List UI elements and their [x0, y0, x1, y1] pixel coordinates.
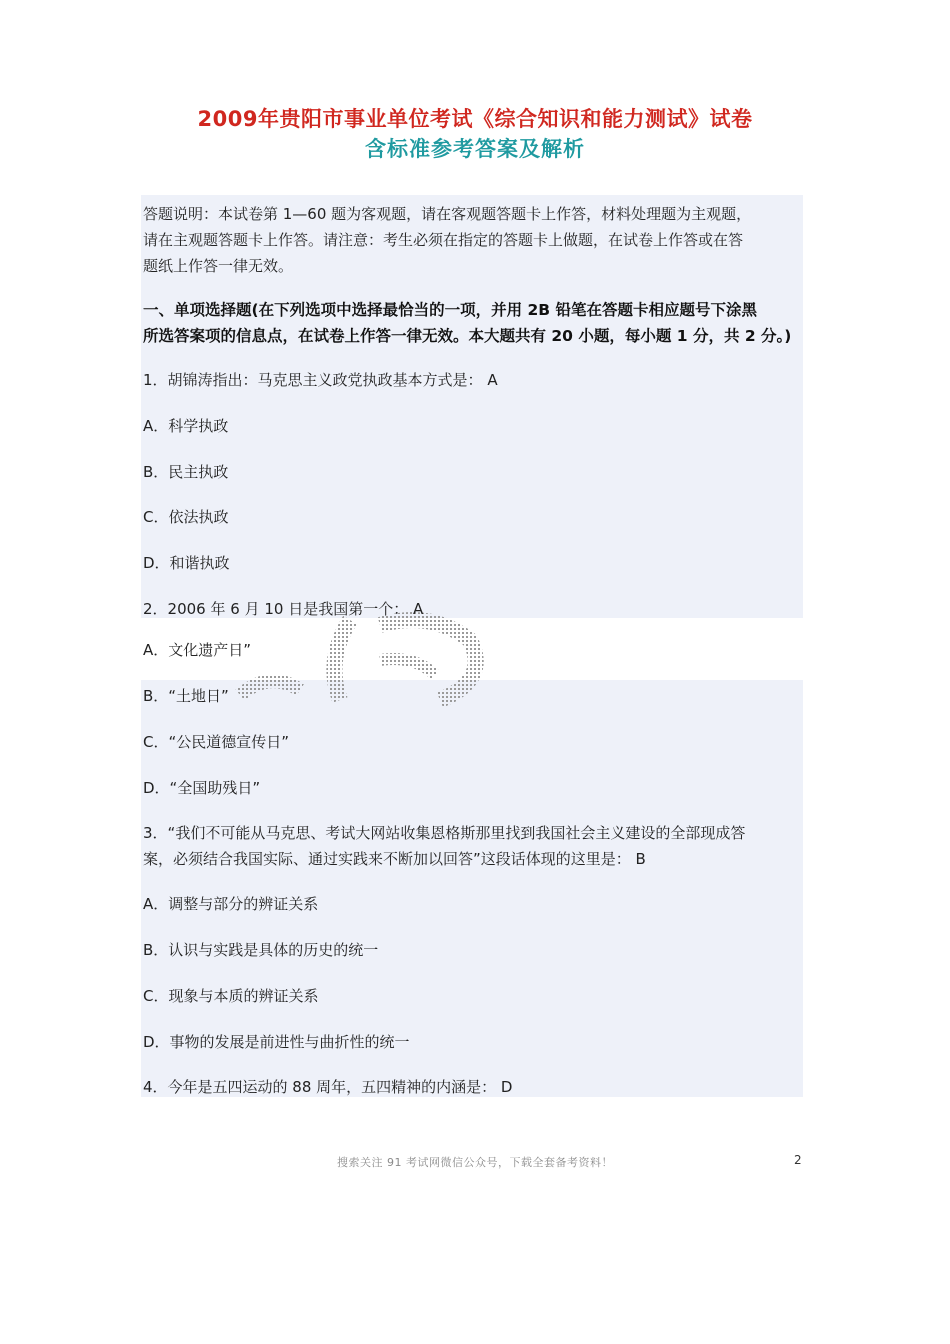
question-3-stem-line-1: 3．“我们不可能从马克思、考试大网站收集恩格斯那里找到我国社会主义建设的全部现成答: [143, 824, 746, 842]
question-2-option-a: A．文化遗产日”: [143, 641, 252, 659]
document-subtitle: 含标准参考答案及解析: [365, 137, 585, 161]
question-1-option-d: D．和谐执政: [143, 554, 230, 572]
question-2-option-c: C．“公民道德宣传日”: [143, 733, 290, 751]
document-title: 2009年贵阳市事业单位考试《综合知识和能力测试》试卷: [197, 107, 753, 131]
question-2-stem: 2．2006 年 6 月 10 日是我国第一个： A: [143, 600, 424, 618]
question-1-stem: 1．胡锦涛指出：马克思主义政党执政基本方式是： A: [143, 371, 498, 389]
question-3-option-a: A．调整与部分的辨证关系: [143, 895, 319, 913]
question-2-option-d: D．“全国助残日”: [143, 779, 261, 797]
instructions-line-2: 请在主观题答题卡上作答。请注意：考生必须在指定的答题卡上做题，在试卷上作答或在答: [143, 231, 744, 249]
section-heading-line-2: 所选答案项的信息点，在试卷上作答一律无效。本大题共有 20 小题，每小题 1 分，共 2 分。): [143, 327, 792, 345]
question-1-option-a: A．科学执政: [143, 417, 229, 435]
question-3-option-c: C．现象与本质的辨证关系: [143, 987, 319, 1005]
question-4-stem: 4．今年是五四运动的 88 周年，五四精神的内涵是： D: [143, 1078, 513, 1096]
page-number: 2: [794, 1153, 802, 1167]
question-1-option-c: C．依法执政: [143, 508, 229, 526]
footer-note: 搜索关注 91 考试网微信公众号，下载全套备考资料！: [337, 1156, 613, 1169]
question-3-option-d: D．事物的发展是前进性与曲折性的统一: [143, 1033, 410, 1051]
instructions-line-1: 答题说明：本试卷第 1—60 题为客观题，请在客观题答题卡上作答，材料处理题为主观题，: [143, 205, 752, 223]
question-2-option-b: B．“土地日”: [143, 687, 229, 705]
question-1-option-b: B．民主执政: [143, 463, 229, 481]
section-heading-line-1: 一、单项选择题(在下列选项中选择最恰当的一项，并用 2B 铅笔在答题卡相应题号下涂黑: [143, 301, 757, 319]
question-3-option-b: B．认识与实践是具体的历史的统一: [143, 941, 379, 959]
instructions-line-3: 题纸上作答一律无效。: [143, 257, 294, 275]
question-3-stem-line-2: 案，必须结合我国实际、通过实践来不断加以回答”这段话体现的这里是： B: [143, 850, 646, 868]
